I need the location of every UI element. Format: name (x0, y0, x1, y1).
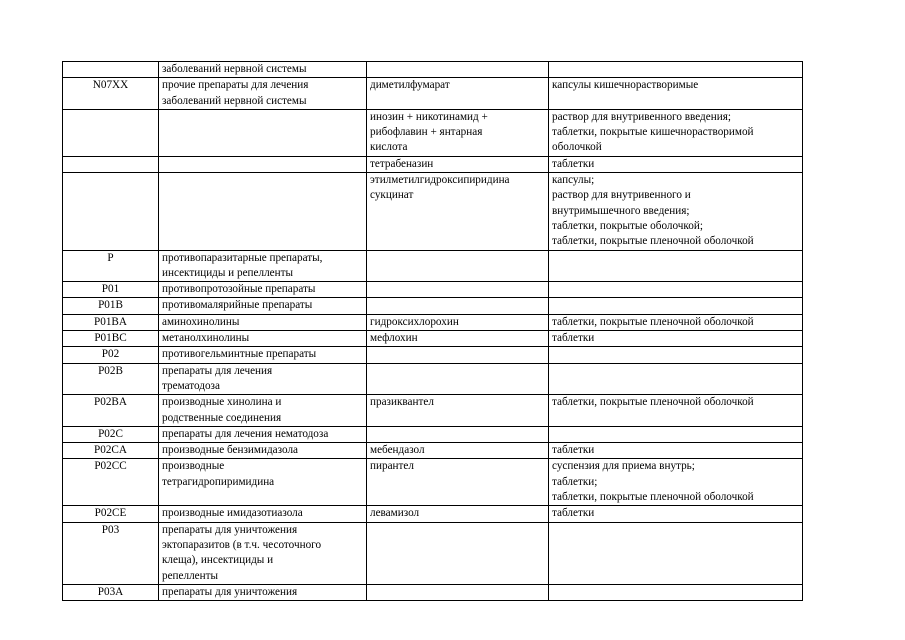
dosage-form-cell (549, 78, 803, 110)
atc-code-cell: P (63, 250, 159, 282)
anatomical-group-cell (159, 395, 367, 427)
cell-line: эктопаразитов (в т.ч. чесоточного (162, 538, 322, 551)
dosage-form-cell (549, 156, 803, 172)
table-row (63, 443, 803, 459)
cell-line: капсулы кишечнорастворимые (552, 79, 699, 92)
drug-name-cell (367, 395, 549, 427)
cell-line: мефлохин (370, 332, 418, 345)
cell-line: таблетки (552, 444, 595, 457)
atc-code-cell: P01B (63, 298, 159, 314)
dosage-form-cell (549, 459, 803, 506)
anatomical-group-cell (159, 282, 367, 298)
anatomical-group-cell (159, 250, 367, 282)
atc-code-cell: P02B (63, 363, 159, 395)
cell-line: трематодоза (162, 379, 220, 392)
dosage-form-cell (549, 62, 803, 78)
drug-name-cell (367, 506, 549, 522)
cell-line: пирантел (370, 460, 414, 473)
cell-line: таблетки, покрытые кишечнорастворимой (552, 126, 754, 139)
dosage-form-cell (549, 282, 803, 298)
document-page (62, 61, 802, 601)
drug-name-cell (367, 109, 549, 156)
table-row (63, 78, 803, 110)
drug-name-cell (367, 298, 549, 314)
cell-line: таблетки (552, 332, 595, 345)
table-row (63, 298, 803, 314)
dosage-form-cell (549, 426, 803, 442)
cell-line: производные бензимидазола (162, 444, 298, 457)
cell-line: противогельминтные препараты (162, 348, 317, 361)
drug-name-cell (367, 363, 549, 395)
drug-name-cell (367, 156, 549, 172)
cell-line: таблетки, покрытые пленочной оболочкой (552, 315, 754, 328)
atc-code-cell: P01BC (63, 331, 159, 347)
drug-name-cell (367, 331, 549, 347)
table-row (63, 250, 803, 282)
dosage-form-cell (549, 109, 803, 156)
cell-line: раствор для внутривенного и (552, 189, 691, 202)
anatomical-group-cell (159, 173, 367, 250)
cell-line: производные (162, 460, 225, 473)
table-row (63, 282, 803, 298)
anatomical-group-cell (159, 443, 367, 459)
cell-line: таблетки, покрытые пленочной оболочкой (552, 235, 754, 248)
atc-code-cell: P02C (63, 426, 159, 442)
table-row (63, 506, 803, 522)
atc-code-cell: P02 (63, 347, 159, 363)
dosage-form-cell (549, 250, 803, 282)
cell-line: таблетки (552, 507, 595, 520)
cell-line: кислота (370, 141, 408, 154)
cell-line: мебендазол (370, 444, 425, 457)
atc-code-cell: P02CA (63, 443, 159, 459)
anatomical-group-cell (159, 426, 367, 442)
atc-code-cell: P02CC (63, 459, 159, 506)
cell-line: празиквантел (370, 396, 434, 409)
cell-line: родственные соединения (162, 411, 282, 424)
table-row (63, 62, 803, 78)
dosage-form-cell (549, 443, 803, 459)
cell-line: инозин + никотинамид + (370, 110, 488, 123)
cell-line: заболеваний нервной системы (162, 94, 307, 107)
cell-line: оболочкой (552, 141, 602, 154)
cell-line: левамизол (370, 507, 420, 520)
dosage-form-cell (549, 298, 803, 314)
cell-line: клеща), инсектициды и (162, 554, 274, 567)
cell-line: диметилфумарат (370, 79, 450, 92)
dosage-form-cell (549, 395, 803, 427)
dosage-form-cell (549, 363, 803, 395)
drug-name-cell (367, 62, 549, 78)
table-row (63, 426, 803, 442)
drug-name-cell (367, 250, 549, 282)
atc-code-cell (63, 109, 159, 156)
drug-name-cell (367, 443, 549, 459)
drug-name-cell (367, 426, 549, 442)
drug-name-cell (367, 282, 549, 298)
anatomical-group-cell (159, 363, 367, 395)
dosage-form-cell (549, 347, 803, 363)
cell-line: раствор для внутривенного введения; (552, 110, 731, 123)
cell-line: противопротозойные препараты (162, 283, 316, 296)
dosage-form-cell (549, 173, 803, 250)
table-row (63, 459, 803, 506)
cell-line: репелленты (162, 569, 219, 582)
cell-line: инсектициды и репелленты (162, 266, 294, 279)
anatomical-group-cell (159, 109, 367, 156)
cell-line: тетрагидропиримидина (162, 475, 275, 488)
cell-line: препараты для уничтожения (162, 523, 298, 536)
cell-line: суспензия для приема внутрь; (552, 460, 695, 473)
cell-line: противомалярийные препараты (162, 299, 313, 312)
anatomical-group-cell (159, 347, 367, 363)
drug-name-cell (367, 459, 549, 506)
anatomical-group-cell (159, 156, 367, 172)
anatomical-group-cell (159, 331, 367, 347)
cell-line: противопаразитарные препараты, (162, 251, 323, 264)
drug-name-cell (367, 314, 549, 330)
drug-name-cell (367, 584, 549, 600)
anatomical-group-cell (159, 522, 367, 584)
anatomical-group-cell (159, 78, 367, 110)
atc-code-cell: P02BA (63, 395, 159, 427)
cell-line: таблетки, покрытые пленочной оболочкой (552, 491, 754, 504)
cell-line: препараты для уничтожения (162, 585, 298, 598)
table-row (63, 347, 803, 363)
table-row (63, 314, 803, 330)
cell-line: таблетки, покрытые пленочной оболочкой (552, 396, 754, 409)
cell-line: препараты для лечения нематодоза (162, 427, 329, 440)
table-row (63, 331, 803, 347)
table-row (63, 395, 803, 427)
dosage-form-cell (549, 506, 803, 522)
drug-name-cell (367, 522, 549, 584)
cell-line: заболеваний нервной системы (162, 63, 307, 75)
cell-line: рибофлавин + янтарная (370, 126, 483, 139)
atc-code-cell: P01BA (63, 314, 159, 330)
cell-line: препараты для лечения (162, 364, 273, 377)
dosage-form-cell (549, 584, 803, 600)
cell-line: этилметилгидроксипиридина (370, 174, 510, 187)
cell-line: таблетки, покрытые оболочкой; (552, 219, 703, 232)
cell-line: производные имидазотиазола (162, 507, 303, 520)
cell-line: капсулы; (552, 174, 595, 187)
anatomical-group-cell (159, 459, 367, 506)
anatomical-group-cell (159, 506, 367, 522)
anatomical-group-cell (159, 62, 367, 78)
table-row (63, 363, 803, 395)
cell-line: таблетки; (552, 475, 598, 488)
atc-code-cell (63, 156, 159, 172)
atc-code-cell (63, 62, 159, 78)
cell-line: аминохинолины (162, 315, 240, 328)
cell-line: сукцинат (370, 189, 414, 202)
table-row (63, 522, 803, 584)
atc-code-cell (63, 173, 159, 250)
drug-table-body (63, 62, 803, 601)
atc-code-cell: P03 (63, 522, 159, 584)
drug-table (62, 61, 803, 601)
atc-code-cell: P02CE (63, 506, 159, 522)
dosage-form-cell (549, 314, 803, 330)
dosage-form-cell (549, 331, 803, 347)
anatomical-group-cell (159, 584, 367, 600)
atc-code-cell: P03A (63, 584, 159, 600)
drug-name-cell (367, 347, 549, 363)
anatomical-group-cell (159, 298, 367, 314)
anatomical-group-cell (159, 314, 367, 330)
table-row (63, 156, 803, 172)
drug-name-cell (367, 78, 549, 110)
table-row (63, 584, 803, 600)
dosage-form-cell (549, 522, 803, 584)
cell-line: гидроксихлорохин (370, 315, 459, 328)
table-row (63, 173, 803, 250)
drug-name-cell (367, 173, 549, 250)
cell-line: метанолхинолины (162, 332, 250, 345)
cell-line: прочие препараты для лечения (162, 79, 309, 92)
cell-line: таблетки (552, 157, 595, 170)
atc-code-cell: N07XX (63, 78, 159, 110)
atc-code-cell: P01 (63, 282, 159, 298)
cell-line: внутримышечного введения; (552, 204, 690, 217)
cell-line: тетрабеназин (370, 157, 434, 170)
table-row (63, 109, 803, 156)
cell-line: производные хинолина и (162, 396, 282, 409)
